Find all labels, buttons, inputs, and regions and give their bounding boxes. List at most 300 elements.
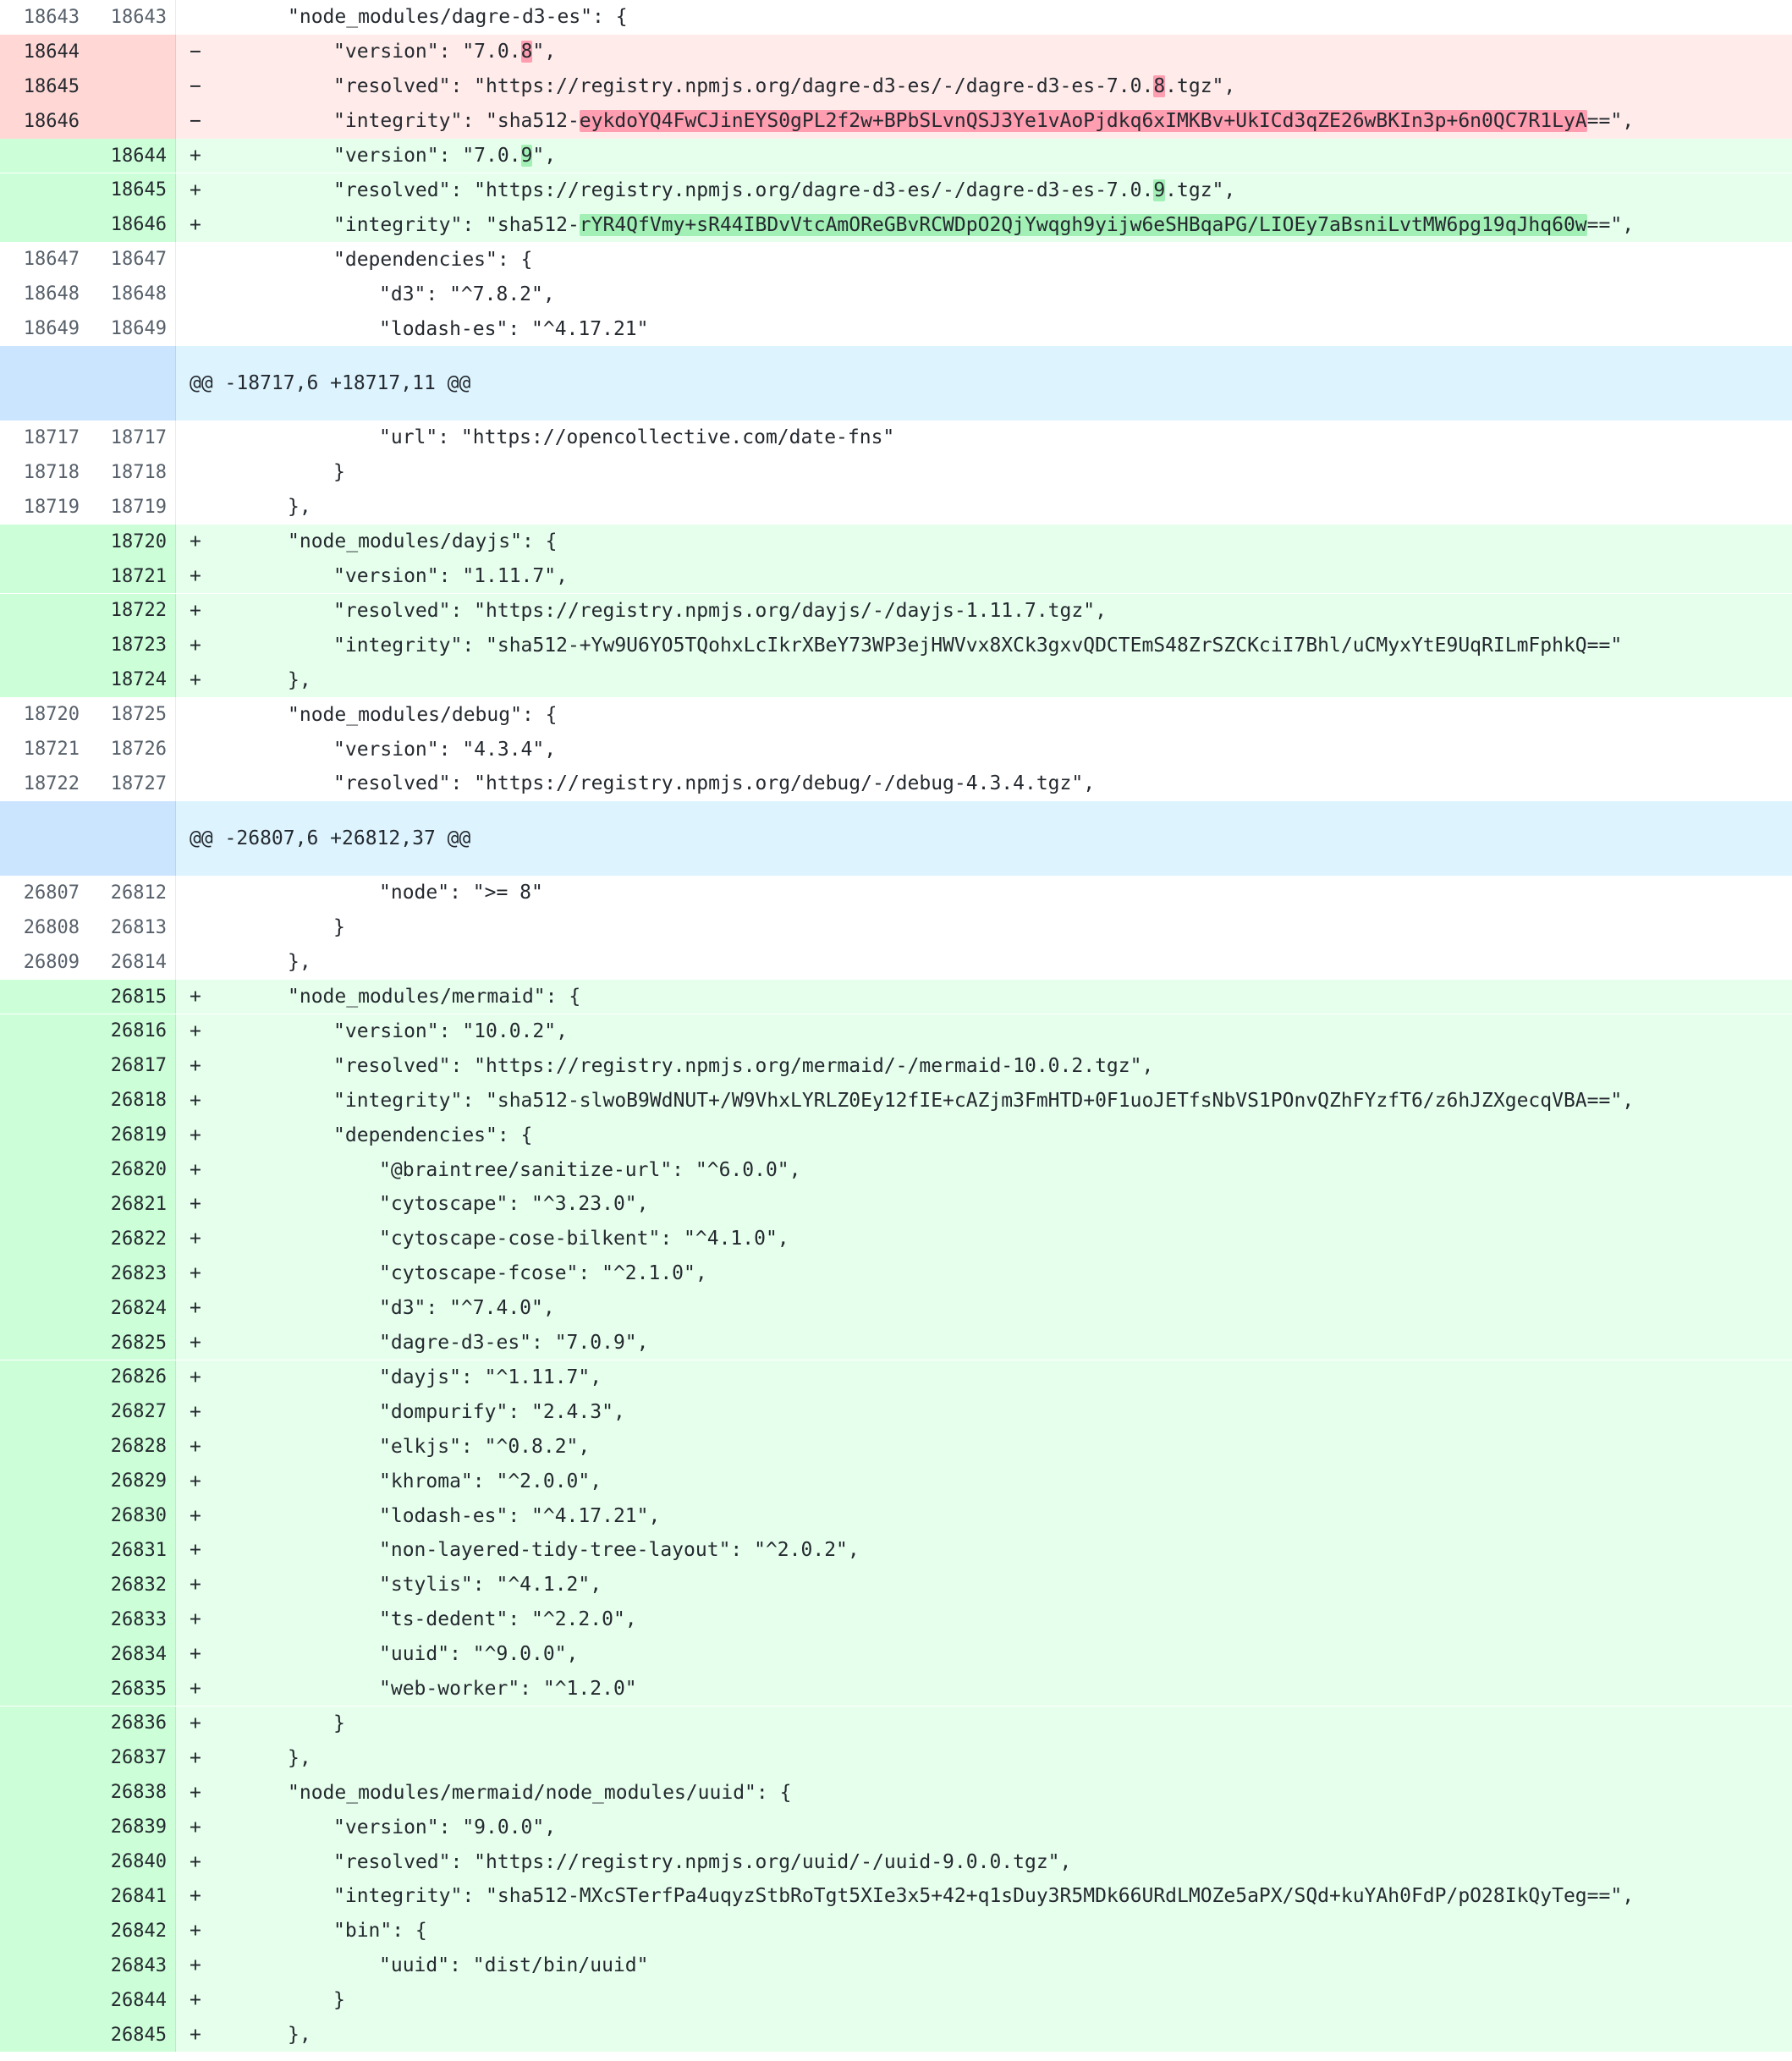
old-line-number[interactable]: 18646	[0, 104, 88, 139]
new-line-number[interactable]: 26827	[88, 1394, 176, 1429]
context-marker	[190, 461, 208, 483]
code-content	[176, 1118, 1792, 1152]
code-content	[176, 1291, 1792, 1326]
code-content	[176, 910, 1792, 945]
new-line-number[interactable]	[88, 69, 176, 104]
diff-line	[0, 945, 1792, 980]
code-content	[176, 628, 1792, 662]
code-content	[176, 1083, 1792, 1118]
code-content	[176, 1498, 1792, 1533]
code-text: "web-worker": "^1.2.0"	[379, 1678, 637, 1701]
new-line-number[interactable]	[88, 104, 176, 139]
code-content	[176, 525, 1792, 559]
old-line-number[interactable]	[0, 173, 88, 208]
new-line-number[interactable]	[88, 346, 176, 420]
code-text: "lodash-es": "^4.17.21"	[379, 317, 649, 340]
diff-line	[0, 1083, 1792, 1118]
old-line-number[interactable]	[0, 1256, 88, 1291]
new-line-number[interactable]: 18723	[88, 628, 176, 662]
diff-line	[0, 1707, 1792, 1741]
new-line-number[interactable]: 18649	[88, 311, 176, 346]
code-text-prefix: "version": "7.0.	[333, 41, 521, 63]
code-text: "version": "10.0.2",	[333, 1020, 568, 1042]
code-text: }	[333, 1989, 345, 2012]
context-marker	[190, 704, 208, 726]
old-line-number[interactable]: 18721	[0, 732, 88, 767]
code-text: "node_modules/dagre-d3-es": {	[288, 6, 628, 29]
diff-line	[0, 35, 1792, 69]
code-content	[176, 311, 1792, 346]
diff-line	[0, 1775, 1792, 1810]
code-text: },	[288, 668, 311, 691]
addition-marker: +	[190, 1920, 201, 1943]
new-line-number[interactable]: 18717	[88, 420, 176, 455]
diff-line	[0, 1152, 1792, 1187]
old-line-number[interactable]: 18718	[0, 455, 88, 490]
code-text: "non-layered-tidy-tree-layout": "^2.0.2",	[379, 1539, 860, 1562]
code-content	[176, 662, 1792, 697]
diff-line	[0, 455, 1792, 490]
code-content	[176, 945, 1792, 980]
old-line-number[interactable]	[0, 1637, 88, 1672]
code-text: "node_modules/mermaid/node_modules/uuid": {	[288, 1781, 792, 1804]
code-content	[176, 1014, 1792, 1049]
addition-marker: +	[190, 1020, 201, 1042]
old-line-number[interactable]	[0, 1222, 88, 1256]
addition-marker: +	[190, 1297, 201, 1320]
diff-line	[0, 0, 1792, 35]
diff-line	[0, 139, 1792, 173]
code-text: "uuid": "^9.0.0",	[379, 1643, 579, 1666]
deletion-marker: −	[190, 41, 201, 63]
new-line-number[interactable]: 26829	[88, 1464, 176, 1498]
old-line-number[interactable]	[0, 1672, 88, 1707]
addition-marker: +	[190, 1885, 201, 1908]
deleted-token-highlight: 8	[520, 41, 533, 63]
new-line-number[interactable]: 26828	[88, 1429, 176, 1464]
old-line-number[interactable]	[0, 1707, 88, 1741]
new-line-number[interactable]: 26831	[88, 1533, 176, 1568]
addition-marker: +	[190, 1781, 201, 1804]
new-line-number[interactable]: 18647	[88, 242, 176, 277]
context-marker	[190, 951, 208, 973]
diff-line	[0, 697, 1792, 732]
addition-marker: +	[190, 1400, 201, 1423]
old-line-number[interactable]	[0, 1360, 88, 1395]
deletion-marker: −	[190, 110, 201, 133]
diff-line	[0, 1187, 1792, 1222]
old-line-number[interactable]: 18720	[0, 697, 88, 732]
diff-line	[0, 1844, 1792, 1879]
code-text-prefix: "resolved": "https://registry.npmjs.org/dagre-d3-es/-/dagre-d3-es-7.0.	[333, 179, 1154, 201]
code-content	[176, 1394, 1792, 1429]
new-line-number[interactable]: 18719	[88, 490, 176, 525]
old-line-number[interactable]	[0, 139, 88, 173]
diff-line	[0, 277, 1792, 311]
diff-line	[0, 559, 1792, 594]
new-line-number[interactable]: 18643	[88, 0, 176, 35]
new-line-number[interactable]: 18644	[88, 139, 176, 173]
addition-marker: +	[190, 1504, 201, 1527]
new-line-number[interactable]: 26817	[88, 1048, 176, 1083]
code-content	[176, 1326, 1792, 1360]
code-text-prefix: "resolved": "https://registry.npmjs.org/dagre-d3-es/-/dagre-d3-es-7.0.	[333, 75, 1154, 98]
new-line-number[interactable]: 18725	[88, 697, 176, 732]
diff-line	[0, 1326, 1792, 1360]
code-content	[176, 1879, 1792, 1914]
code-text	[333, 179, 1235, 201]
new-line-number[interactable]: 26816	[88, 1014, 176, 1049]
old-line-number[interactable]: 18644	[0, 35, 88, 69]
code-text: "node_modules/debug": {	[288, 703, 558, 726]
new-line-number[interactable]: 26826	[88, 1360, 176, 1395]
old-line-number[interactable]	[0, 1394, 88, 1429]
code-content	[176, 1464, 1792, 1498]
new-line-number[interactable]: 18720	[88, 525, 176, 559]
addition-marker: +	[190, 1158, 201, 1181]
new-line-number[interactable]: 26835	[88, 1672, 176, 1707]
old-line-number[interactable]	[0, 1740, 88, 1775]
old-line-number[interactable]	[0, 1326, 88, 1360]
diff-line	[0, 69, 1792, 104]
old-line-number[interactable]: 18649	[0, 311, 88, 346]
new-line-number[interactable]: 26821	[88, 1187, 176, 1222]
addition-marker: +	[190, 1608, 201, 1631]
new-line-number[interactable]: 26838	[88, 1775, 176, 1810]
addition-marker: +	[190, 1054, 201, 1077]
addition-marker: +	[190, 1366, 201, 1388]
new-line-number[interactable]: 26823	[88, 1256, 176, 1291]
new-line-number[interactable]: 26836	[88, 1707, 176, 1741]
code-text-suffix: ",	[532, 145, 557, 168]
old-line-number[interactable]: 26808	[0, 910, 88, 945]
hunk-header-text: @@ -26807,6 +26812,37 @@	[176, 801, 1792, 876]
code-text: "dagre-d3-es": "7.0.9",	[379, 1332, 649, 1355]
addition-marker: +	[190, 1228, 201, 1250]
new-line-number[interactable]: 26839	[88, 1810, 176, 1844]
diff-line	[0, 490, 1792, 525]
diff-line	[0, 1948, 1792, 1983]
diff-line	[0, 1429, 1792, 1464]
addition-marker: +	[190, 599, 201, 622]
old-line-number[interactable]: 26809	[0, 945, 88, 980]
code-text: "lodash-es": "^4.17.21",	[379, 1504, 661, 1527]
new-line-number[interactable]: 18648	[88, 277, 176, 311]
new-line-number[interactable]: 26830	[88, 1498, 176, 1533]
addition-marker: +	[190, 1539, 201, 1562]
code-content	[176, 2018, 1792, 2053]
addition-marker: +	[190, 179, 201, 201]
code-text: "version": "4.3.4",	[333, 738, 557, 761]
diff-line	[0, 767, 1792, 801]
new-line-number[interactable]: 26834	[88, 1637, 176, 1672]
addition-marker: +	[190, 1678, 201, 1701]
new-line-number[interactable]: 26824	[88, 1291, 176, 1326]
addition-marker: +	[190, 1574, 201, 1597]
addition-marker: +	[190, 1954, 201, 1977]
context-marker	[190, 496, 208, 518]
old-line-number[interactable]	[0, 1152, 88, 1187]
new-line-number[interactable]: 18718	[88, 455, 176, 490]
old-line-number[interactable]	[0, 1118, 88, 1152]
diff-line	[0, 1498, 1792, 1533]
old-line-number[interactable]: 18645	[0, 69, 88, 104]
code-text: },	[288, 496, 311, 519]
addition-marker: +	[190, 213, 201, 236]
old-line-number[interactable]	[0, 594, 88, 629]
old-line-number[interactable]	[0, 1498, 88, 1533]
diff-line	[0, 207, 1792, 242]
code-text: "resolved": "https://registry.npmjs.org/mermaid/-/mermaid-10.0.2.tgz",	[333, 1054, 1154, 1077]
old-line-number[interactable]	[0, 1048, 88, 1083]
addition-marker: +	[190, 1332, 201, 1355]
old-line-number[interactable]	[0, 1879, 88, 1914]
code-text: "node": ">= 8"	[379, 882, 543, 904]
old-line-number[interactable]	[0, 662, 88, 697]
code-text-suffix: ==",	[1586, 213, 1635, 236]
diff-line	[0, 1983, 1792, 2018]
new-line-number[interactable]: 18646	[88, 207, 176, 242]
old-line-number[interactable]	[0, 1983, 88, 2018]
diff-line	[0, 1637, 1792, 1672]
code-content	[176, 104, 1792, 139]
new-line-number[interactable]: 26819	[88, 1118, 176, 1152]
code-text: "integrity": "sha512-slwoB9WdNUT+/W9VhxLYRLZ0Ey12fIE+cAZjm3FmHTD+0F1uoJETfsNbVS1POnvQZhFYzfT6/z6hJZXgecqVBA==",	[333, 1089, 1635, 1112]
new-line-number[interactable]: 26843	[88, 1948, 176, 1983]
addition-marker: +	[190, 1193, 201, 1216]
old-line-number[interactable]: 26807	[0, 876, 88, 910]
addition-marker: +	[190, 986, 201, 1009]
addition-marker: +	[190, 145, 201, 168]
context-marker	[190, 772, 208, 794]
context-marker	[190, 739, 208, 761]
old-line-number[interactable]: 18648	[0, 277, 88, 311]
code-content	[176, 1775, 1792, 1810]
hunk-header-row[interactable]	[0, 346, 1792, 420]
context-marker	[190, 249, 208, 271]
code-text	[333, 110, 1634, 132]
old-line-number[interactable]	[0, 1464, 88, 1498]
diff-line	[0, 173, 1792, 208]
old-line-number[interactable]	[0, 207, 88, 242]
diff-line	[0, 311, 1792, 346]
diff-line	[0, 1602, 1792, 1637]
added-token-highlight: 9	[520, 145, 533, 168]
diff-line	[0, 1118, 1792, 1152]
context-marker	[190, 283, 208, 305]
addition-marker: +	[190, 1643, 201, 1666]
addition-marker: +	[190, 1262, 201, 1285]
code-content	[176, 1810, 1792, 1844]
new-line-number[interactable]: 26841	[88, 1879, 176, 1914]
code-text: "resolved": "https://registry.npmjs.org/dayjs/-/dayjs-1.11.7.tgz",	[333, 599, 1107, 622]
new-line-number[interactable]	[88, 801, 176, 876]
code-text-prefix: "integrity": "sha512-	[333, 213, 580, 236]
diff-line	[0, 104, 1792, 139]
code-content	[176, 1672, 1792, 1707]
diff-line	[0, 1014, 1792, 1049]
old-line-number[interactable]	[0, 980, 88, 1014]
new-line-number[interactable]: 26812	[88, 876, 176, 910]
code-content	[176, 767, 1792, 801]
new-line-number[interactable]: 26840	[88, 1844, 176, 1879]
code-content	[176, 1914, 1792, 1948]
old-line-number[interactable]	[0, 1429, 88, 1464]
old-line-number[interactable]	[0, 801, 88, 876]
new-line-number[interactable]: 26815	[88, 980, 176, 1014]
code-text: "d3": "^7.4.0",	[379, 1297, 555, 1320]
old-line-number[interactable]	[0, 559, 88, 594]
diff-line	[0, 1394, 1792, 1429]
code-text: "@braintree/sanitize-url": "^6.0.0",	[379, 1158, 801, 1181]
diff-line	[0, 910, 1792, 945]
code-text: },	[288, 1746, 311, 1769]
diff-line	[0, 876, 1792, 910]
new-line-number[interactable]	[88, 35, 176, 69]
new-line-number[interactable]: 26822	[88, 1222, 176, 1256]
code-text: "node_modules/dayjs": {	[288, 530, 558, 553]
new-line-number[interactable]: 26818	[88, 1083, 176, 1118]
old-line-number[interactable]	[0, 1914, 88, 1948]
code-content	[176, 1187, 1792, 1222]
addition-marker: +	[190, 1746, 201, 1769]
code-text-suffix: ==",	[1586, 110, 1635, 133]
code-content	[176, 1533, 1792, 1568]
code-content	[176, 697, 1792, 732]
code-text-suffix: .tgz",	[1165, 179, 1236, 201]
new-line-number[interactable]: 26844	[88, 1983, 176, 2018]
hunk-header-row[interactable]	[0, 801, 1792, 876]
code-content	[176, 1707, 1792, 1741]
new-line-number[interactable]: 26845	[88, 2018, 176, 2053]
old-line-number[interactable]	[0, 1083, 88, 1118]
code-content	[176, 35, 1792, 69]
new-line-number[interactable]: 18722	[88, 594, 176, 629]
old-line-number[interactable]	[0, 346, 88, 420]
code-text-suffix: .tgz",	[1165, 75, 1236, 98]
code-text: "dompurify": "2.4.3",	[379, 1400, 625, 1423]
context-marker	[190, 426, 208, 448]
diff-line	[0, 1914, 1792, 1948]
old-line-number[interactable]: 18717	[0, 420, 88, 455]
code-content	[176, 139, 1792, 173]
diff-line	[0, 1048, 1792, 1083]
code-text: },	[288, 951, 311, 974]
old-line-number[interactable]: 18643	[0, 0, 88, 35]
diff-line	[0, 1810, 1792, 1844]
old-line-number[interactable]	[0, 1291, 88, 1326]
old-line-number[interactable]	[0, 1775, 88, 1810]
diff-line	[0, 732, 1792, 767]
old-line-number[interactable]	[0, 1533, 88, 1568]
new-line-number[interactable]: 26825	[88, 1326, 176, 1360]
new-line-number[interactable]: 18726	[88, 732, 176, 767]
diff-line	[0, 1222, 1792, 1256]
code-text: "cytoscape-cose-bilkent": "^4.1.0",	[379, 1228, 789, 1250]
code-text: "stylis": "^4.1.2",	[379, 1574, 602, 1597]
code-text: "integrity": "sha512-MXcSTerfPa4uqyzStbRoTgt5XIe3x5+42+q1sDuy3R5MDk66URdLMOZe5aPX/SQd+kuYAh0FdP/pO28IkQyTeg==",	[333, 1885, 1635, 1908]
code-content	[176, 1568, 1792, 1602]
old-line-number[interactable]	[0, 1948, 88, 1983]
diff-line	[0, 1672, 1792, 1707]
code-content	[176, 490, 1792, 525]
deleted-token-highlight: eykdoYQ4FwCJinEYS0gPL2f2w+BPbSLvnQSJ3Ye1vAoPjdkq6xIMKBv+UkICd3qZE26wBKIn3p+6n0QC7R1LyA	[579, 110, 1587, 133]
diff-line	[0, 980, 1792, 1014]
code-text: "elkjs": "^0.8.2",	[379, 1435, 591, 1458]
code-content	[176, 1602, 1792, 1637]
old-line-number[interactable]	[0, 1014, 88, 1049]
diff-line	[0, 242, 1792, 277]
new-line-number[interactable]: 26814	[88, 945, 176, 980]
old-line-number[interactable]	[0, 1187, 88, 1222]
addition-marker: +	[190, 1089, 201, 1112]
old-line-number[interactable]: 18719	[0, 490, 88, 525]
new-line-number[interactable]: 18724	[88, 662, 176, 697]
new-line-number[interactable]: 18645	[88, 173, 176, 208]
diff-line	[0, 1360, 1792, 1395]
code-content	[176, 1152, 1792, 1187]
code-text: "dayjs": "^1.11.7",	[379, 1366, 602, 1388]
code-text: "khroma": "^2.0.0",	[379, 1470, 602, 1492]
old-line-number[interactable]	[0, 1602, 88, 1637]
diff-line	[0, 2018, 1792, 2053]
code-content	[176, 242, 1792, 277]
old-line-number[interactable]: 18722	[0, 767, 88, 801]
context-marker	[190, 882, 208, 904]
old-line-number[interactable]	[0, 628, 88, 662]
code-text: }	[333, 461, 345, 484]
old-line-number[interactable]	[0, 2018, 88, 2053]
old-line-number[interactable]: 18647	[0, 242, 88, 277]
code-text	[333, 145, 556, 167]
new-line-number[interactable]: 18727	[88, 767, 176, 801]
diff-line	[0, 628, 1792, 662]
new-line-number[interactable]: 26842	[88, 1914, 176, 1948]
addition-marker: +	[190, 1816, 201, 1838]
code-content	[176, 876, 1792, 910]
code-content	[176, 207, 1792, 242]
new-line-number[interactable]: 26833	[88, 1602, 176, 1637]
code-content	[176, 69, 1792, 104]
old-line-number[interactable]	[0, 1810, 88, 1844]
code-content	[176, 1360, 1792, 1395]
code-content	[176, 1948, 1792, 1983]
diff-line	[0, 1464, 1792, 1498]
code-content	[176, 1740, 1792, 1775]
code-text	[333, 75, 1235, 97]
old-line-number[interactable]	[0, 1568, 88, 1602]
new-line-number[interactable]: 26837	[88, 1740, 176, 1775]
new-line-number[interactable]: 18721	[88, 559, 176, 594]
diff-line	[0, 1256, 1792, 1291]
old-line-number[interactable]	[0, 525, 88, 559]
addition-marker: +	[190, 2024, 201, 2047]
code-content	[176, 559, 1792, 594]
code-text: "ts-dedent": "^2.2.0",	[379, 1608, 637, 1631]
code-text: },	[288, 2024, 311, 2047]
diff-line	[0, 420, 1792, 455]
old-line-number[interactable]	[0, 1844, 88, 1879]
code-text: "url": "https://opencollective.com/date-fns"	[379, 426, 895, 449]
diff-line	[0, 525, 1792, 559]
code-content	[176, 1844, 1792, 1879]
diff-line	[0, 594, 1792, 629]
new-line-number[interactable]: 26820	[88, 1152, 176, 1187]
code-content	[176, 1256, 1792, 1291]
code-text: "resolved": "https://registry.npmjs.org/uuid/-/uuid-9.0.0.tgz",	[333, 1850, 1072, 1873]
new-line-number[interactable]: 26813	[88, 910, 176, 945]
new-line-number[interactable]: 26832	[88, 1568, 176, 1602]
